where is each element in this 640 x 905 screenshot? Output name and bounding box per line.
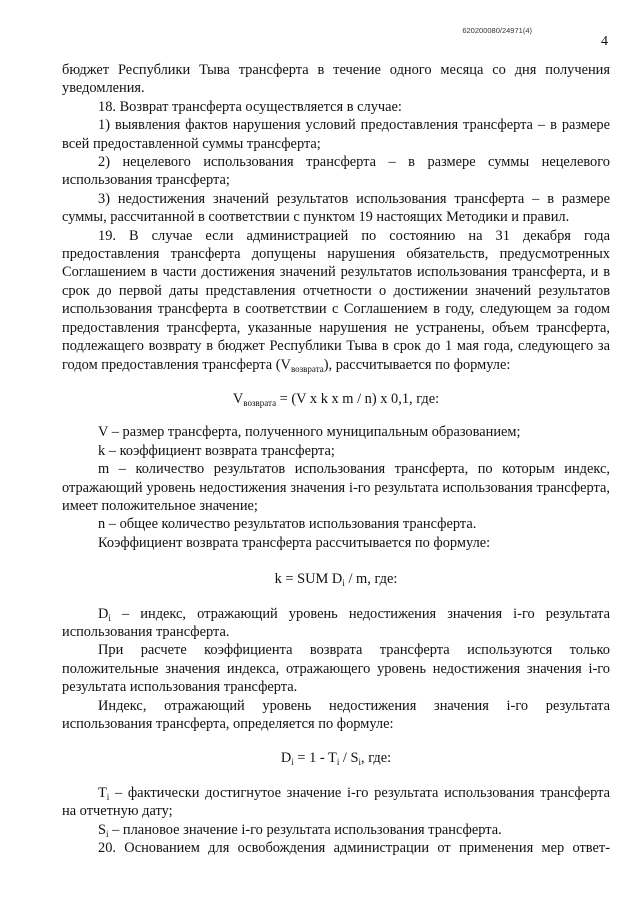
subscript: i	[342, 578, 345, 589]
paragraph-text: D	[98, 605, 109, 622]
paragraph: n – общее количество результатов использования трансферта.	[98, 516, 477, 533]
formula-part: V	[232, 390, 244, 407]
paragraph-text: – фактически достигнутое значение i-го результата использования трансферта на отчетную дату;	[62, 784, 610, 820]
document-body	[62, 61, 610, 857]
paragraph: 18. Возврат трансферта осуществляется в случае:	[98, 98, 402, 115]
paragraph-text: T	[98, 784, 107, 801]
paragraph: m – количество результатов использования трансферта, по которым индекс, отражающий уровень недостижения значения i-го результата использования трансферта, имеет положительное значение;	[62, 461, 610, 514]
formula-part: / m, где:	[344, 571, 398, 588]
formula-part: , где:	[361, 750, 392, 767]
formula-part: k = SUM D	[274, 571, 343, 588]
paragraph: 1) выявления фактов нарушения условий предоставления трансферта – в размере всей предоставленной суммы трансферта;	[62, 117, 610, 152]
subscript: i	[106, 791, 110, 802]
paragraph-text: S	[98, 821, 107, 838]
subscript: i	[291, 757, 294, 768]
paragraph: Коэффициент возврата трансферта рассчитывается по формуле:	[98, 534, 491, 551]
paragraph	[62, 784, 610, 821]
formula-part: D	[280, 750, 292, 767]
paragraph-text: 19. В случае если администрацией по состоянию на 31 декабря года предоставления трансферта допущены нарушения обязательств, предусмотренных Соглашением в части достижения значений результатов использования трансферта, и в срок до первой даты представления отчетности о достижении значений результатов использования трансферта в соответствии с Соглашением в году, следующем за годом предоставления трансферта, указанные нарушения не устранены, объем трансферта, подлежащего возврату в бюджет Республики Тыва в срок до 1 мая года, следующего за годом предоставления трансферта (V	[62, 227, 610, 373]
paragraph: k – коэффициент возврата трансферта;	[98, 442, 335, 459]
formula-coefficient	[62, 570, 610, 588]
formula-refund	[62, 390, 610, 408]
paragraph: бюджет Республики Тыва трансферта в течение одного месяца со дня получения уведомления.	[62, 62, 610, 97]
paragraph: V – размер трансферта, полученного муниципальным образованием;	[98, 424, 521, 441]
subscript: i	[108, 612, 111, 623]
formula-part: = (V x k x m / n) x 0,1, где:	[276, 390, 440, 407]
paragraph-text: – плановое значение i-го результата использования трансферта.	[108, 821, 502, 838]
formula-index	[62, 749, 610, 767]
paragraph	[62, 227, 610, 374]
paragraph: Индекс, отражающий уровень недостижения значения i-го результата использования трансферта, определяется по формуле:	[62, 697, 610, 732]
paragraph: 20. Основанием для освобождения администрации от применения мер ответ-	[98, 840, 610, 857]
page-number: 4	[601, 34, 608, 49]
paragraph-text: – индекс, отражающий уровень недостижения значения i-го результата использования трансферта.	[62, 605, 610, 640]
formula-part: = 1 - T	[293, 750, 337, 767]
subscript: возврата	[290, 363, 324, 374]
paragraph	[62, 605, 610, 642]
subscript: i	[358, 757, 362, 768]
paragraph: 3) недостижения значений результатов использования трансферта – в размере суммы, рассчитанной в соответствии с пунктом 19 настоящих Методики и правил.	[62, 190, 610, 226]
subscript: возврата	[243, 397, 277, 408]
paragraph-text: ), рассчитывается по формуле:	[323, 356, 511, 373]
paragraph: При расчете коэффициента возврата трансферта используются только положительные значения индекса, отражающего уровень недостижения значения i-го результата использования трансферта.	[62, 642, 610, 696]
subscript: i	[336, 757, 340, 768]
paragraph	[62, 821, 610, 839]
formula-part: / S	[339, 750, 359, 767]
document-code: 620200080/24971(4)	[462, 26, 532, 35]
subscript: i	[106, 828, 109, 839]
paragraph: 2) нецелевого использования трансферта – в размере суммы нецелевого использования трансферта;	[62, 154, 610, 189]
